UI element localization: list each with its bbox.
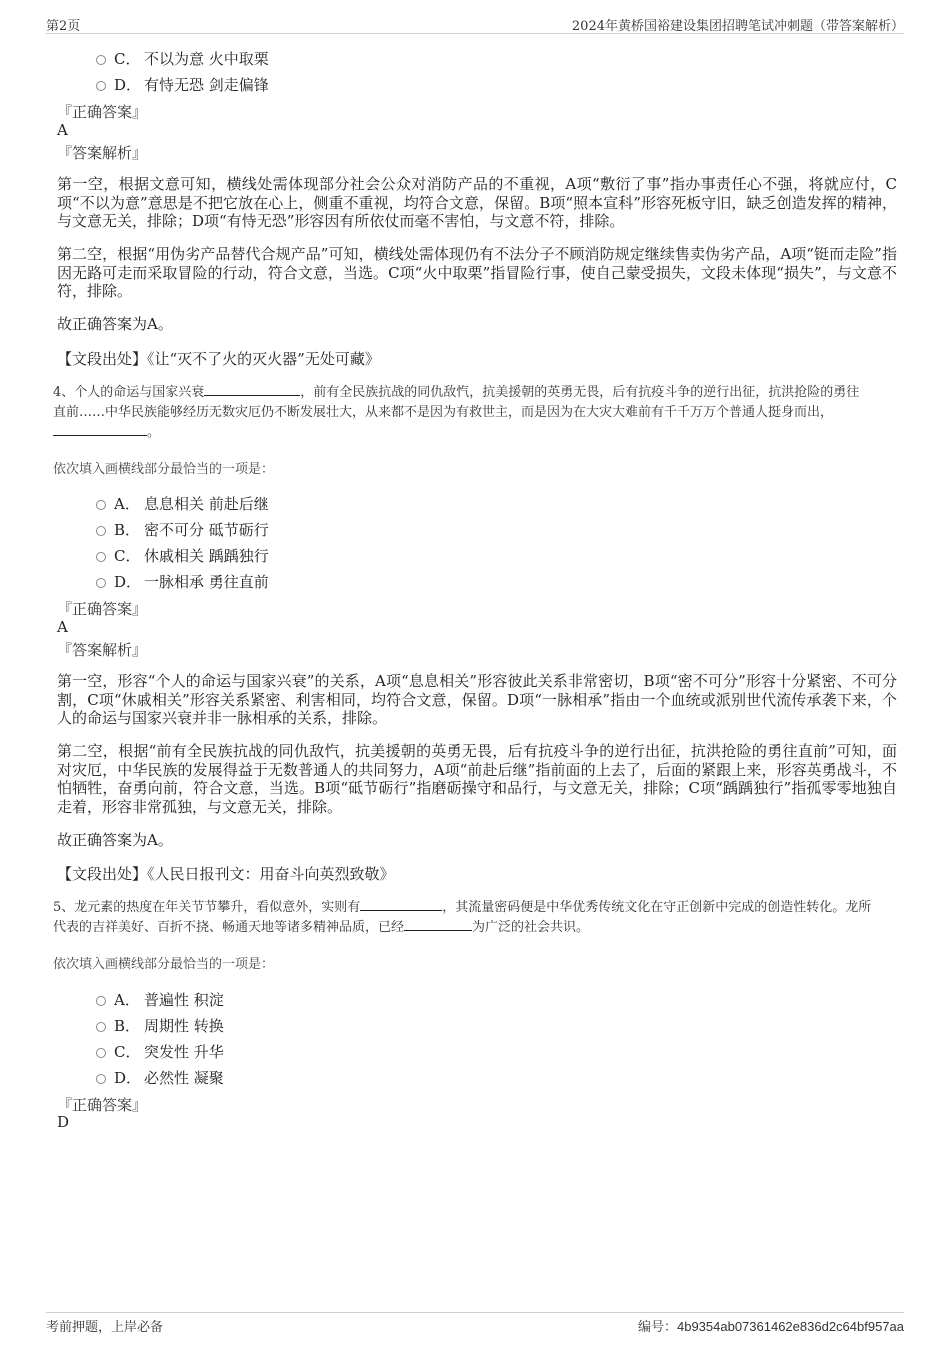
radio-icon[interactable] [96,500,106,510]
page-footer [46,1312,904,1335]
analysis-label-q3: 『答案解析』 [57,144,148,162]
analysis-q4-conclusion: 故正确答案为A。 [57,831,173,849]
analysis-q4-p2: 第二空，根据“前有全民族抗战的同仇敌忾，抗美援朝的英勇无畏，后有抗疫斗争的逆行出征，抗洪抢险的勇往直前”可知，面对灾厄，中华民族的发展得益于无数普通人的共同努力，A项“前赴后继”指前面的上去了，后面的紧跟上来，形容英勇战斗，不怕牺牲，奋勇向前，符合文意，当选。B项“砥节砺行”指磨砺操守和品行，与文意无关，排除；C项“踽踽独行”指孤零零地独自走着，形容非常孤独，与文意无关，排除。 [57,742,897,816]
radio-icon[interactable] [96,578,106,588]
answer-label-q3: 『正确答案』 [57,103,148,121]
question-4-prompt: 依次填入画横线部分最恰当的一项是： [53,462,275,477]
blank-1 [360,899,442,911]
radio-icon[interactable] [96,1048,106,1058]
blank-2 [53,424,147,436]
question-5-prompt: 依次填入画横线部分最恰当的一项是： [53,957,275,972]
analysis-q3-p1: 第一空，根据文意可知，横线处需体现部分社会公众对消防产品的不重视，A项“敷衍了事”指办事责任心不强，将就应付，C项“不以为意”意思是不把它放在心上，侧重不重视，均符合文意，保留。B项“照本宣科”形容死板守旧，缺乏创造发挥的精神，与文意无关，排除；D项“有恃无恐”形容因有所依仗而毫不害怕，与文意不符，排除。 [57,175,897,230]
option-q4-d[interactable]: D． 一脉相承 勇往直前 [96,571,269,592]
option-q4-a[interactable]: A． 息息相关 前赴后继 [96,493,269,514]
document-title: 2024年黄桥国裕建设集团招聘笔试冲刺题（带答案解析） [571,19,904,34]
question-5-stem: 5、龙元素的热度在年关节节攀升，看似意外，实则有 ，其流量密码便是中华优秀传统文化在守正创新中完成的创造性转化。龙所 代表的吉祥美好、百折不挠、畅通天地等诸多精神品质，已经 为广泛的社会共识。 [53,900,872,935]
radio-icon[interactable] [96,996,106,1006]
answer-q3: A [57,121,68,139]
option-q3-c[interactable]: C． 不以为意 火中取栗 [96,48,269,69]
analysis-q4-p1: 第一空，形容“个人的命运与国家兴衰”的关系，A项“息息相关”形容彼此关系非常密切，B项“密不可分”形容十分紧密、不可分割，C项“休戚相关”形容关系紧密、利害相同，均符合文意，保留。D项“一脉相承”指由一个血统或派别世代流传承袭下来，个人的命运与国家兴衰并非一脉相承的关系，排除。 [57,672,897,727]
page-header [46,14,904,34]
radio-icon[interactable] [96,81,106,91]
analysis-q3-p2: 第二空，根据“用伪劣产品替代合规产品”可知，横线处需体现仍有不法分子不顾消防规定继续售卖伪劣产品，A项“铤而走险”指因无路可走而采取冒险的行动，符合文意，当选。C项“火中取栗”指冒险行事，使自己蒙受损失，文段未体现“损失”，与文意不符，排除。 [57,245,897,300]
radio-icon[interactable] [96,55,106,65]
analysis-q3-conclusion: 故正确答案为A。 [57,315,173,333]
option-q4-c[interactable]: C． 休戚相关 踽踽独行 [96,545,269,566]
answer-label-q4: 『正确答案』 [57,600,148,618]
page-number: 第2页 [46,19,81,34]
option-q5-a[interactable]: A． 普遍性 积淀 [96,989,224,1010]
blank-2 [404,919,472,931]
radio-icon[interactable] [96,526,106,536]
option-q5-b[interactable]: B． 周期性 转换 [96,1015,224,1036]
footer-slogan: 考前押题，上岸必备 [46,1320,164,1335]
option-q4-b[interactable]: B． 密不可分 砥节砺行 [96,519,269,540]
source-q3: 【文段出处】《让“灭不了火的灭火器”无处可藏》 [57,350,380,368]
option-q5-c[interactable]: C． 突发性 升华 [96,1041,224,1062]
document-code: 编号：4b9354ab07361462e836d2c64bf957aa [637,1319,904,1334]
blank-1 [204,384,300,396]
radio-icon[interactable] [96,552,106,562]
radio-icon[interactable] [96,1074,106,1084]
radio-icon[interactable] [96,1022,106,1032]
answer-q4: A [57,618,68,636]
answer-label-q5: 『正确答案』 [57,1096,148,1114]
analysis-label-q4: 『答案解析』 [57,641,148,659]
question-4-stem: 4、个人的命运与国家兴衰 ，前有全民族抗战的同仇敌忾，抗美援朝的英勇无畏，后有抗疫斗争的逆行出征，抗洪抢险的勇往 直前……中华民族能够经历无数灾厄仍不断发展壮大，从来都不是因为有救世主，而是因为在大灾大难前有千千万万个普通人挺身而出， 。 [53,385,860,440]
source-q4: 【文段出处】《人民日报刊文：用奋斗向英烈致敬》 [57,865,395,883]
option-q3-d[interactable]: D． 有恃无恐 剑走偏锋 [96,74,269,95]
answer-q5: D [57,1113,70,1131]
option-q5-d[interactable]: D． 必然性 凝聚 [96,1067,224,1088]
